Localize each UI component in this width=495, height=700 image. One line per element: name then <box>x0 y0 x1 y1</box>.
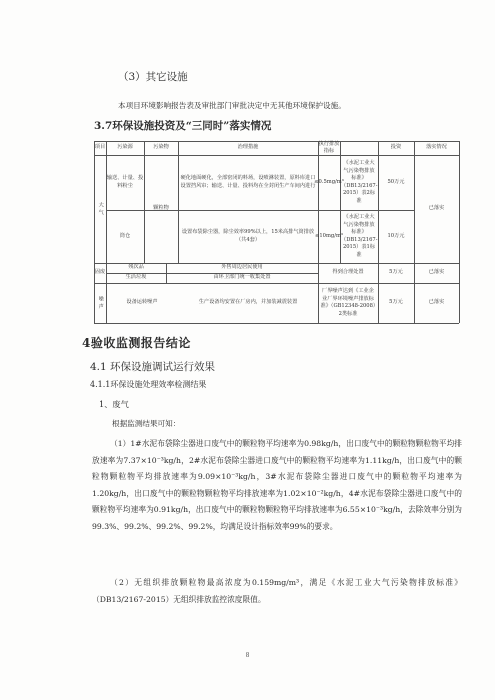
row2-measure: 设置布袋除尘器，除尘效率99%以上，15米高排气筒排放（共4套） <box>181 229 315 243</box>
row5-source: 设备运转噪声 <box>126 299 158 306</box>
lead-sentence: 根据监测结果可知： <box>112 419 181 428</box>
category-solid-waste: 固废 <box>94 269 106 276</box>
header-standard-doc <box>340 141 378 155</box>
row3-measure: 外售周边居民使用 <box>221 264 263 271</box>
section-heading-other-facilities: （3）其它设施 <box>118 71 188 83</box>
row2-source: 筒仓 <box>119 232 131 239</box>
section-heading-3-7: 3.7环保设施投资及“三同时”落实情况 <box>94 120 272 132</box>
row1-standard-doc: 《水泥工业大气污染物排放标准》（DB13/2167-2015）表2标准 <box>341 160 378 204</box>
header-investment: 投资 <box>390 144 402 151</box>
paragraph-other-facilities: 本项目环境影响报告表及审批部门审批决定中无其他环境保护设施。 <box>118 101 346 110</box>
row5-investment: 5万元 <box>389 299 403 306</box>
row1-measure: 硬化地面硬化，全部密闭的料场，设喷淋装置，原料库进口设置挡风帘；输送、计量、投料均在全封闭生产车间内进行 <box>180 175 316 189</box>
header-source: 污染源 <box>117 144 133 151</box>
header-standard: 执行排放指标 <box>318 140 340 154</box>
category-air: 大气 <box>97 201 104 217</box>
investment-table <box>94 141 459 323</box>
row2-standard: ≤10mg/m³ <box>315 232 343 239</box>
section-4-1-heading: 4.1 环保设施调试运行效果 <box>90 361 216 373</box>
paragraph-results-2: （2）无组织排放颗粒物最高浓度为0.159mg/m³，满足《水泥工业大气污染物排放标准》（DB13/2167-2015）无组织排放监控浓度限值。 <box>92 578 462 604</box>
header-pollutant: 污染物 <box>153 144 169 151</box>
air-status: 已落实 <box>428 205 445 212</box>
row2-investment: 10万元 <box>387 232 405 239</box>
pollutant-particulate: 颗粒物 <box>153 205 169 212</box>
header-measure: 治理措施 <box>237 144 259 151</box>
row4-source: 生活垃圾 <box>125 274 147 281</box>
row1-source: 输送、计量、投料粉尘 <box>106 175 144 189</box>
category-noise: 噪声 <box>97 295 104 311</box>
row3-source: 残次品 <box>128 264 144 271</box>
row1-standard: ≤0.5mg/m³ <box>314 178 344 185</box>
solid-status: 已落实 <box>428 269 445 276</box>
chapter-4-heading: 4验收监测报告结论 <box>82 336 191 350</box>
row5-status: 已落实 <box>428 299 445 306</box>
row1-investment: 50万元 <box>387 178 405 185</box>
row5-measure: 生产设备均安置在厂房内，并加装减震装置 <box>198 299 298 306</box>
solid-standard: 得到合理处置 <box>332 269 364 276</box>
item-exhaust-gas: 1、废气 <box>99 399 129 409</box>
row2-standard-doc: 《水泥工业大气污染物排放标准》（DB13/2167-2015）表1标准 <box>341 214 378 258</box>
header-status: 落实情况 <box>426 144 447 151</box>
solid-investment: 5万元 <box>389 269 403 276</box>
row5-standard: 厂界噪声达到《工业企业厂界环境噪声排放标准》（GB12348-2008）2类标准 <box>320 288 376 317</box>
section-4-1-1-heading: 4.1.1环保设施处理效率检测结果 <box>90 380 207 389</box>
row4-measure: 由环卫部门统一收集处置 <box>213 274 271 281</box>
paragraph-results-1: （1）1#水泥布袋除尘器进口废气中的颗粒物平均速率为0.98kg/h，出口废气中的颗粒物颗粒物平均排放速率为7.37×10⁻³kg/h，2#水泥布袋除尘器进口废气中的颗粒物平均速率为1.11kg/h，出口废气中的颗粒物颗粒物平均排放速率为9.09×10⁻³kg/h，3#水泥布袋除尘器进口废气中的颗粒物平均速率为1.20kg/h，出口废气中的颗粒物颗粒物平均排放速率为1.02×10⁻²kg/h，4#水泥布袋除尘器进口废气中的颗粒物平均速率为0.91kg/h，出口废气中的颗粒物颗粒物平均排放速率为6.55×10⁻³kg/h，去除效率分别为99.3%、99.2%、99.2%、99.2%，均满足设计指标效率99%的要求。 <box>92 439 462 531</box>
page-number: 8 <box>245 652 250 659</box>
header-project: 项目 <box>94 144 106 151</box>
